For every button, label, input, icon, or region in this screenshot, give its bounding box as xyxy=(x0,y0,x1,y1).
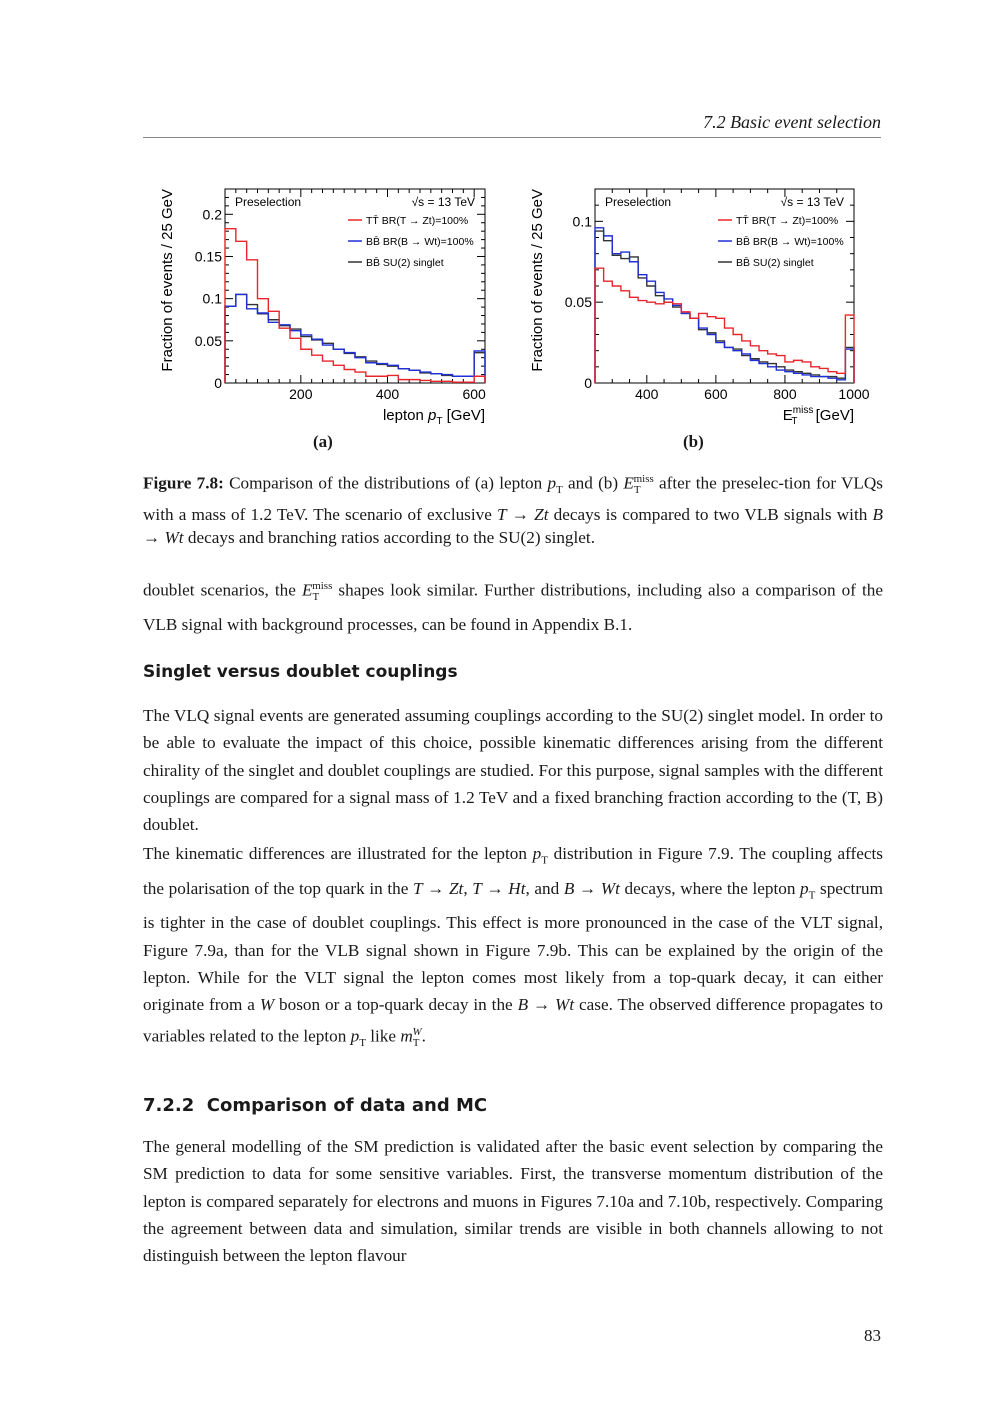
running-header: 7.2 Basic event selection xyxy=(703,112,881,132)
x-tick-label: 400 xyxy=(375,386,400,402)
figure-b-etmiss xyxy=(520,180,870,435)
energy-label: √s = 13 TeV xyxy=(780,195,844,209)
histogram-series xyxy=(595,231,854,383)
y-tick-label: 0.1 xyxy=(202,290,222,307)
y-axis-label: Fraction of events / 25 GeV xyxy=(529,189,546,372)
paragraph-3: The kinematic differences are illustrated for the lepton $p_T$ distribution in Figure 7.9. The coupling affects the polarisation of the top quark in the T → Zt, T → Ht, and B → Wt decays, where the lepton $p_T$ spectrum is tighter in the case of doublet couplings. This effect is more pronounced in the case of the VLT signal, Figure 7.9a, than for the VLB signal shown in Figure 7.9b. This can be explained by the origin of the lepton. While for the VLT signal the lepton comes most likely from a top-quark decay, it can either originate from a W boson or a top-quark decay in the B → Wt case. The observed difference propagates to variables related to the lepton $p_T$ like $m_T^W$. xyxy=(143,844,884,1049)
y-tick-label: 0 xyxy=(214,375,222,391)
y-tick-label: 0.05 xyxy=(194,332,222,349)
x-tick-label: 600 xyxy=(462,386,486,402)
legend-entry: TT̄ BR(T → Zt)=100% xyxy=(366,215,469,227)
legend-entry: TT̄ BR(T → Zt)=100% xyxy=(736,215,839,227)
caption-label: Figure 7.8: xyxy=(143,473,224,493)
y-tick-label: 0.2 xyxy=(202,206,222,223)
x-axis-label: $E^{miss}$ T [GeV] xyxy=(782,405,854,427)
section-heading-7-2-2: 7.2.2 Comparison of data and MC xyxy=(143,1095,488,1116)
x-tick-label: 600 xyxy=(704,386,728,402)
y-tick-label: 0.15 xyxy=(194,248,222,265)
histogram-series xyxy=(595,268,854,383)
histogram-series xyxy=(595,228,854,383)
x-tick-label: 1000 xyxy=(838,386,870,402)
legend-entry: BB̄ BR(B → Wt)=100% xyxy=(366,236,474,248)
header-rule xyxy=(143,137,881,138)
legend-entry: BB̄ SU(2) singlet xyxy=(366,257,444,269)
x-tick-label: 800 xyxy=(773,386,797,402)
subcaption-a: (a) xyxy=(313,432,333,451)
y-tick-label: 0.1 xyxy=(572,213,592,230)
x-axis-label: lepton $p_T$ [GeV] xyxy=(382,407,485,427)
page-number: 83 xyxy=(864,1326,881,1345)
energy-label: √s = 13 TeV xyxy=(411,195,475,209)
figure-a-lepton-pt xyxy=(150,180,500,435)
paragraph-2: The VLQ signal events are generated assuming couplings according to the SU(2) singlet model. In order to be able to evaluate the impact of this choice, possible kinematic differences arising from the different chirality of the singlet and doublet couplings are studied. For this purpose, signal samples with the different couplings are compared for a signal mass of 1.2 TeV and a fixed branching fraction according to the (T, B) doublet. xyxy=(143,706,883,835)
x-tick-label: 200 xyxy=(289,386,313,402)
legend-entry: BB̄ SU(2) singlet xyxy=(736,257,814,269)
subcaption-b: (b) xyxy=(683,432,704,451)
legend-entry: BB̄ BR(B → Wt)=100% xyxy=(736,236,844,248)
section-heading-singlet-doublet: Singlet versus doublet couplings xyxy=(143,662,458,682)
y-tick-label: 0.05 xyxy=(564,294,592,311)
preselection-label: Preselection xyxy=(235,195,302,209)
paragraph-4: The general modelling of the SM prediction is validated after the basic event selection by comparing the SM prediction to data for some sensitive variables. First, the transverse momentum distribution of the lepton is compared separately for electrons and muons in Figures 7.10a and 7.10b, respectively. Comparing the agreement between data and simulation, similar trends are visible in both channels allowing to not distinguish between the lepton flavour xyxy=(143,1137,883,1266)
figure-caption: Figure 7.8: Comparison of the distributions of (a) lepton $p_T$ and (b) $E_T^{miss}$ after the preselec-tion for VLQs with a mass of 1.2 TeV. The scenario of exclusive T → Zt decays is compared to two VLB signals with B → Wt decays and branching ratios according to the SU(2) singlet. xyxy=(143,473,883,548)
y-axis-label: Fraction of events / 25 GeV xyxy=(159,189,176,372)
preselection-label: Preselection xyxy=(605,195,672,209)
paragraph-1: doublet scenarios, the $E_T^{miss}$ shapes look similar. Further distributions, including also a comparison of the VLB signal with background processes, can be found in Appendix B.1. xyxy=(143,580,883,635)
y-tick-label: 0 xyxy=(584,375,592,391)
histogram-series xyxy=(225,229,485,383)
x-tick-label: 400 xyxy=(635,386,659,402)
